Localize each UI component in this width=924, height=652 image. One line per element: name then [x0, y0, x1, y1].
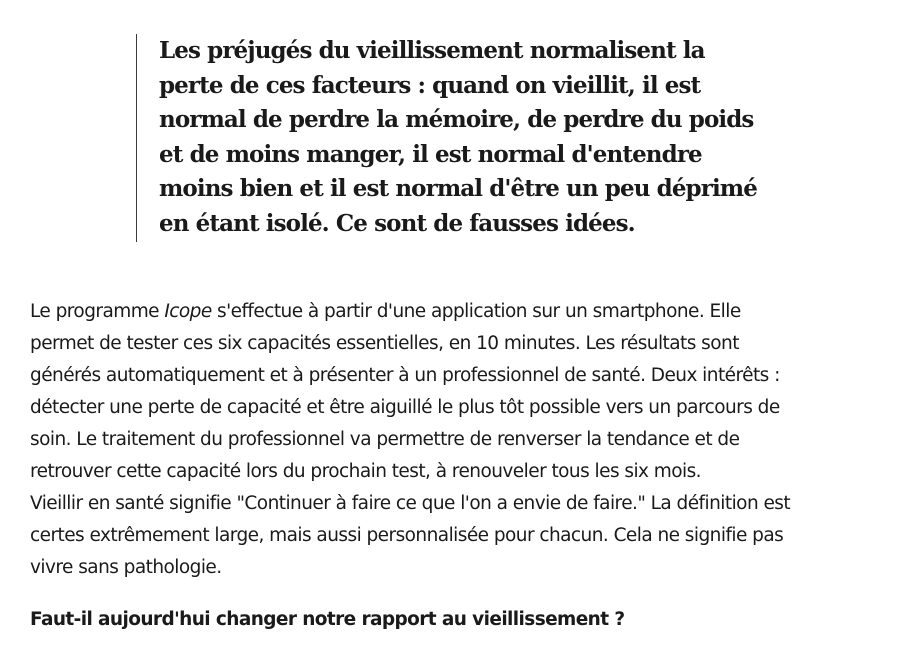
- text-line: Vieillir en santé signifie "Continuer à faire ce que l'on a envie de faire." La définition est: [30, 493, 791, 514]
- text-line: retrouver cette capacité lors du prochain test, à renouveler tous les six mois.: [30, 461, 702, 482]
- paragraph-icope: [30, 296, 900, 488]
- text-line: s'effectue à partir d'une application sur un smartphone. Elle: [211, 301, 741, 322]
- quote-line: en étant isolé. Ce sont de fausses idées.: [159, 209, 635, 237]
- quote-line: et de moins manger, il est normal d'entendre: [159, 140, 702, 168]
- pull-quote: [136, 34, 796, 242]
- text-line: permet de tester ces six capacités essentielles, en 10 minutes. Les résultats sont: [30, 333, 739, 354]
- text-line: soin. Le traitement du professionnel va permettre de renverser la tendance et de: [30, 429, 740, 450]
- quote-line: normal de perdre la mémoire, de perdre du poids: [159, 106, 754, 134]
- article-body: [30, 296, 900, 584]
- program-name: Icope: [164, 301, 212, 322]
- text-line: générés automatiquement et à présenter à un professionnel de santé. Deux intérêts :: [30, 365, 780, 386]
- text-line: détecter une perte de capacité et être aiguillé le plus tôt possible vers un parcours de: [30, 397, 780, 418]
- quote-line: moins bien et il est normal d'être un peu déprimé: [159, 175, 757, 203]
- text-line: Le programme: [30, 301, 165, 322]
- text-line: vivre sans pathologie.: [30, 557, 222, 578]
- quote-line: perte de ces facteurs : quand on vieillit, il est: [159, 71, 701, 99]
- paragraph-vieillir: [30, 488, 900, 584]
- text-line: certes extrêmement large, mais aussi personnalisée pour chacun. Cela ne signifie pas: [30, 525, 784, 546]
- quote-line: Les préjugés du vieillissement normalisent la: [159, 37, 705, 64]
- section-question-heading: Faut-il aujourd'hui changer notre rapport au vieillissement ?: [30, 609, 625, 630]
- pull-quote-text: [159, 34, 799, 242]
